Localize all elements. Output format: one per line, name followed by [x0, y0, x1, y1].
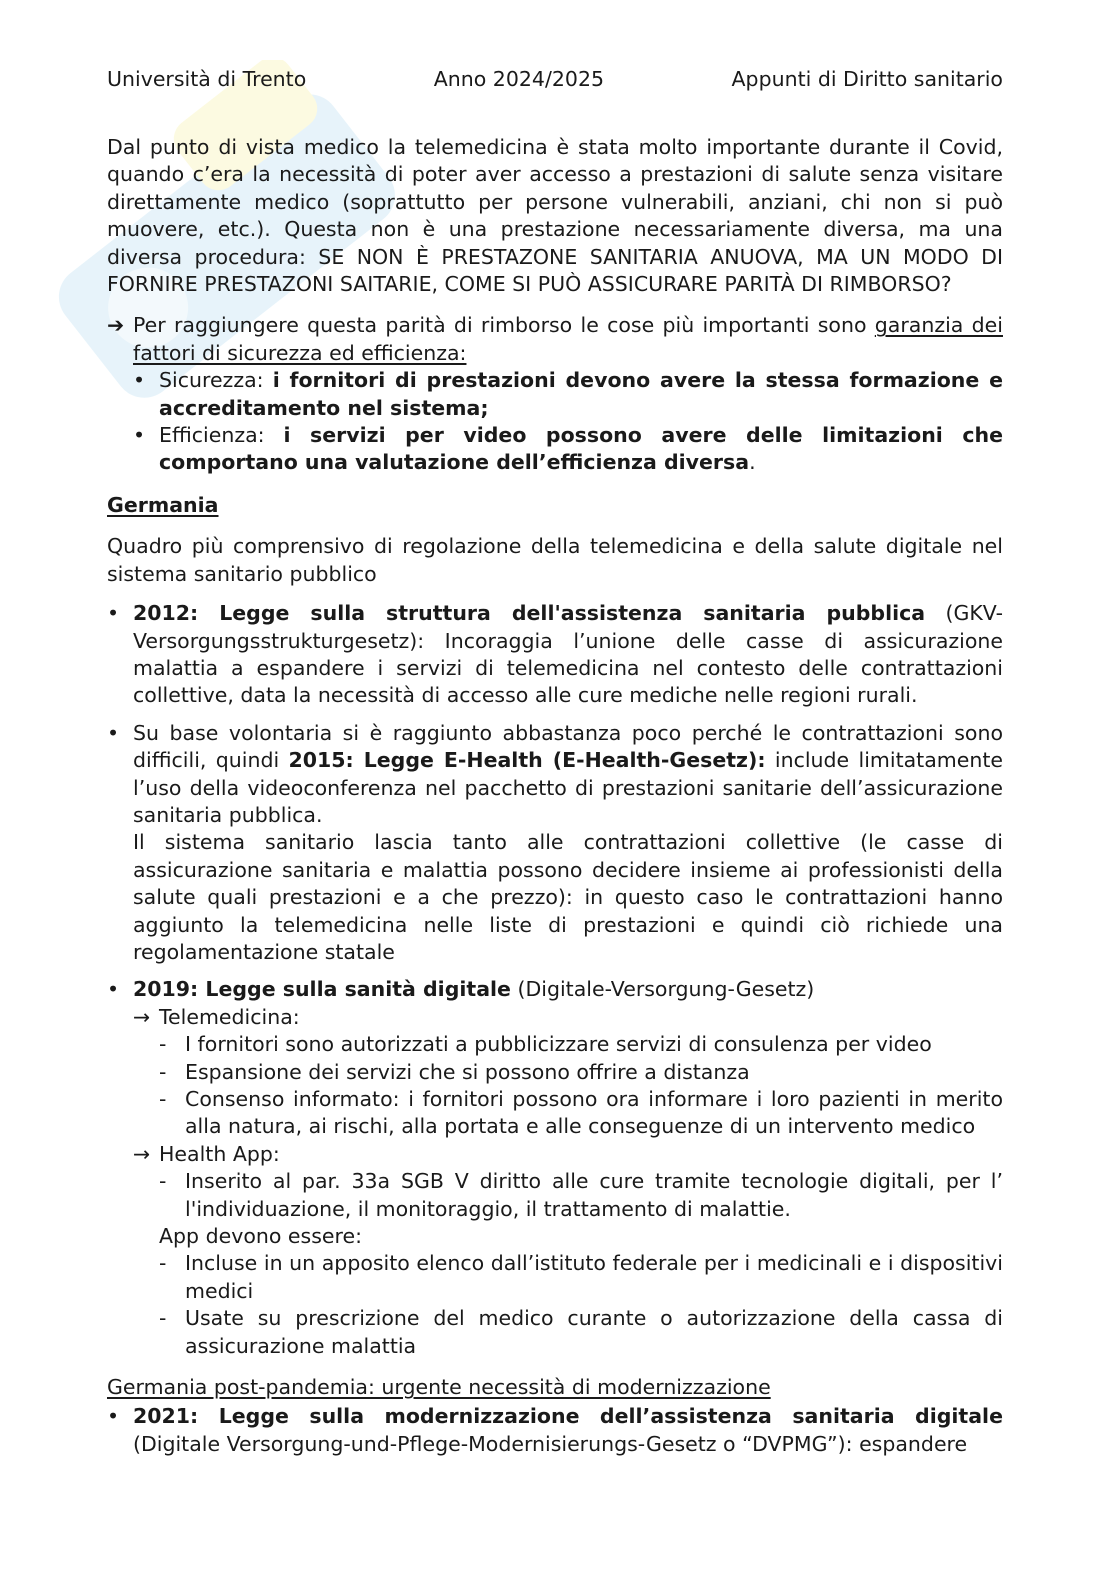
telemedicina-heading: → Telemedicina: [133, 1004, 1003, 1031]
dash-icon: - [159, 1032, 167, 1057]
list-item: - Incluse in un apposito elenco dall’istituto federale per i medicinali e i dispositivi medici [159, 1250, 1003, 1305]
dash-icon: - [159, 1169, 167, 1194]
bullet-icon: • [107, 601, 120, 626]
document-page [107, 66, 1003, 1458]
dash-icon: - [159, 1059, 167, 1084]
bullet-icon: • [107, 720, 120, 745]
germania-law-list [107, 600, 1003, 1360]
post-pandemic-list [107, 1403, 1003, 1458]
bullet-icon: • [133, 368, 146, 393]
intro-paragraph: Dal punto di vista medico la telemedicina è stata molto importante durante il Covid, quando c’era la necessità di poter aver accesso a prestazioni di salute senza visitare direttamente medico (soprattutto per persone vulnerabili, anziani, chi non si può muovere, etc.). Questa non è una prestazione necessariamente diversa, ma una diversa procedura: SE NON È PRESTAZONE SANITARIA ANUOVA, MA UN MODO DI FORNIRE PRESTAZONI SAITARIE, COME SI PUÒ ASSICURARE PARITÀ DI RIMBORSO? [107, 135, 1003, 297]
list-item: • Sicurezza: i fornitori di prestazioni devono avere la stessa formazione e accreditamento nel sistema; [133, 367, 1003, 422]
reimbursement-point [107, 312, 1003, 476]
reimbursement-text: Per raggiungere questa parità di rimborso le cose più importanti sono garanzia dei fattori di sicurezza ed efficienza: [133, 313, 1003, 365]
germania-intro: Quadro più comprensivo di regolazione della telemedicina e della salute digitale nel sistema sanitario pubblico [107, 534, 1003, 586]
dash-icon: - [159, 1306, 167, 1331]
post-pandemic-heading: Germania post-pandemia: urgente necessità di modernizzazione [107, 1375, 771, 1400]
bullet-icon: • [107, 1404, 120, 1429]
arrow-icon: → [133, 1141, 151, 1166]
list-item-2015: • Su base volontaria si è raggiunto abbastanza poco perché le contrattazioni sono difficili, quindi 2015: Legge E-Health (E-Health-Gesetz): include limitatamente l’uso della videoconferenza nel pacchetto di prestazioni sanitarie dell’assicurazione sanitaria pubblica. Il sistema sanitario lascia tanto alle contrattazioni collettive (le casse di assicurazione sanitaria e malattia possono decidere insieme ai professionisti della salute quali prestazioni e a che prezzo): in questo caso le contrattazioni hanno aggiunto la telemedicina nelle liste di prestazioni e quindi ciò richiede una regolamentazione statale [107, 720, 1003, 967]
health-app-list [159, 1168, 1003, 1223]
list-item-2021: • 2021: Legge sulla modernizzazione dell’assistenza sanitaria digitale (Digitale Versorgung-und-Pflege-Modernisierungs-Gesetz o “DVPMG”): espandere [107, 1403, 1003, 1458]
dash-icon: - [159, 1087, 167, 1111]
header-university: Università di Trento [107, 67, 307, 91]
section-title-germania: Germania [107, 492, 219, 517]
app-requirements-label: App devono essere: [159, 1224, 362, 1249]
app-requirements-list [159, 1250, 1003, 1360]
arrow-right-icon: ➔ [107, 313, 125, 338]
header-year: Anno 2024/2025 [433, 67, 605, 91]
dash-icon: - [159, 1251, 167, 1276]
bullet-icon: • [133, 423, 146, 448]
list-item-2019: • 2019: Legge sulla sanità digitale (Digitale-Versorgung-Gesetz) → Telemedicina: - I fornitori sono autorizzati a pubblicizzare servizi di consulenza per video - Espansione dei servizi che si possono offrire a distanza - Consenso informato: i fornitori possono ora informare i loro pazienti in merito alla natura, ai rischi, alla portata e alle conseguenze di un intervento medico → Health App: - Inserito al par. 33a SGB V diritto alle cure tramite tecnologie digitali, per l’ l'individuazione, il monitoraggio, il trattamento di malattie. App devono essere: - Incluse in un apposito elenco dall’istituto federale per i medicinali e i dispositivi medici - Usate su prescrizione del medico curante o autorizzazione della cassa di assicurazione malattia [107, 976, 1003, 1360]
health-app-heading: → Health App: [133, 1141, 1003, 1168]
list-item: - Consenso informato: i fornitori possono ora informare i loro pazienti in merito alla natura, ai rischi, alla portata e alle conseguenze di un intervento medico [159, 1086, 1003, 1141]
list-item: - Usate su prescrizione del medico curante o autorizzazione della cassa di assicurazione malattia [159, 1305, 1003, 1360]
factor-list [133, 367, 1003, 477]
header-course: Appunti di Diritto sanitario [731, 67, 1003, 91]
list-item: - Espansione dei servizi che si possono offrire a distanza [159, 1059, 1003, 1086]
list-item: • Efficienza: i servizi per video possono avere delle limitazioni che comportano una valutazione dell’efficienza diversa. [133, 422, 1003, 477]
list-item-2012: • 2012: Legge sulla struttura dell'assistenza sanitaria pubblica (GKV-Versorgungsstrukturgesetz): Incoraggia l’unione delle casse di assicurazione malattia a espandere i servizi di telemedicina nel contesto delle contrattazioni collettive, data la necessità di accesso alle cure mediche nelle regioni rurali. [107, 600, 1003, 710]
telemedicina-list [159, 1031, 1003, 1141]
list-item: - I fornitori sono autorizzati a pubblicizzare servizi di consulenza per video [159, 1031, 1003, 1058]
collective-bargaining-paragraph: Il sistema sanitario lascia tanto alle contrattazioni collettive (le casse di assicurazione sanitaria e malattia possono decidere insieme ai professionisti della salute quali prestazioni e a che prezzo): in questo caso le contrattazioni hanno aggiunto la telemedicina nelle liste di prestazioni e quindi ciò richiede una regolamentazione statale [133, 830, 1003, 964]
page-header [107, 66, 1003, 93]
arrow-icon: → [133, 1004, 151, 1029]
list-item: - Inserito al par. 33a SGB V diritto alle cure tramite tecnologie digitali, per l’ l'individuazione, il monitoraggio, il trattamento di malattie. [159, 1168, 1003, 1223]
bullet-icon: • [107, 977, 120, 1002]
